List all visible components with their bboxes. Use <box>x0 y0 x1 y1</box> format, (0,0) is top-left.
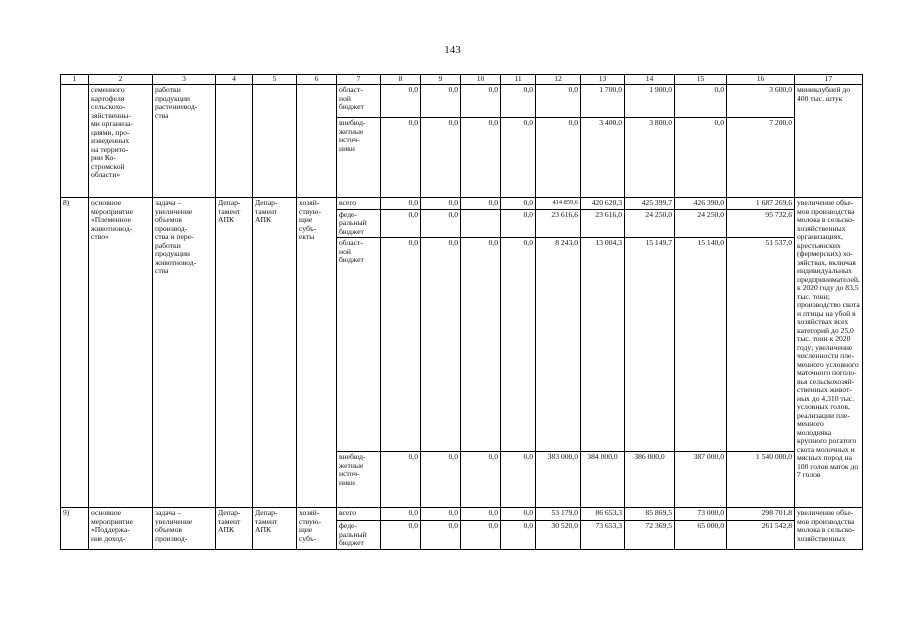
value-cell: 0,0 <box>501 521 536 550</box>
cell-line: производ- <box>155 533 188 543</box>
cell-line: област- <box>339 85 363 94</box>
cell-line: тамент <box>255 206 278 216</box>
cell-line: ральный <box>339 218 367 227</box>
cell-line: щие <box>299 525 313 534</box>
value-cell: 13 004,3 <box>581 238 625 452</box>
col-header: 1 <box>61 75 89 85</box>
cell-line: году; увеличение <box>797 342 853 352</box>
col-header: 16 <box>727 75 795 85</box>
value-cell: 0,0 <box>381 198 421 210</box>
cell-line: основное <box>91 508 122 517</box>
cell-line: источ- <box>339 135 360 144</box>
cell-line: продукции <box>155 93 190 103</box>
cell-line: 100 голов маток до <box>797 461 859 471</box>
cell-line: менного молодняка <box>797 419 832 437</box>
result-cell <box>795 198 863 508</box>
table-row <box>61 508 863 521</box>
cell-line: численности пле- <box>797 351 854 360</box>
value-cell: 23 616,6 <box>536 209 581 238</box>
value-cell: 0,0 <box>381 118 421 198</box>
source-cell <box>337 118 381 198</box>
cell-line: тамент <box>218 206 241 216</box>
value-cell: 0,0 <box>381 209 421 238</box>
source-cell <box>337 85 381 118</box>
cell-line: всего <box>339 508 357 517</box>
cell-line: и птицы на убой в <box>797 308 856 318</box>
value-cell: 23 616,0 <box>581 209 625 238</box>
cell-line: молока в сельско- <box>797 525 855 534</box>
cell-line: АПК <box>218 215 235 224</box>
cell-line: основное <box>91 198 122 207</box>
value-cell: 0,0 <box>501 85 536 118</box>
value-cell: 0,0 <box>536 85 581 118</box>
col-header: 7 <box>337 75 381 85</box>
col-header: 13 <box>581 75 625 85</box>
total-cell: 1 687 269,6 <box>727 198 795 210</box>
value-cell: 0,0 <box>421 508 461 521</box>
value-cell: 73 000,0 <box>675 508 727 521</box>
col-header: 11 <box>501 75 536 85</box>
cell-line: зяйствах, включая <box>797 257 856 267</box>
cell-line: ственных живот- <box>797 385 852 394</box>
cell-line: феде- <box>339 209 357 219</box>
value-cell: 0,0 <box>381 85 421 118</box>
value-cell: 0,0 <box>461 238 501 452</box>
cell-line: изведенных <box>91 136 130 145</box>
cell-line: ной <box>339 246 351 256</box>
header-row <box>61 75 863 85</box>
cell-line: ствую- <box>299 206 322 216</box>
cell-line: семенного <box>91 85 125 94</box>
cell-line: АПК <box>218 525 235 534</box>
value-cell: 386 000,0 <box>625 452 675 508</box>
cell-line: феде- <box>339 521 357 530</box>
participant-cell <box>297 508 337 550</box>
cell-line: к 2020 году до 83,5 <box>797 283 859 292</box>
total-cell: 95 732,6 <box>727 209 795 238</box>
cell-line: всего <box>339 198 357 207</box>
value-cell: 65 000,0 <box>675 521 727 550</box>
value-cell: 15 140,0 <box>675 238 727 452</box>
value-cell: 85 869,5 <box>625 508 675 521</box>
cell-line: внебюд- <box>339 118 366 127</box>
value-cell: 0,0 <box>421 85 461 118</box>
cell-line: объемов <box>155 215 182 224</box>
cell-line: тыс. тонн к 2020 <box>797 334 851 343</box>
value-cell: 0,0 <box>501 452 536 508</box>
value-cell: 0,0 <box>461 198 501 210</box>
value-cell: 15 149,7 <box>625 238 675 452</box>
col-header: 6 <box>297 75 337 85</box>
value-cell: 425 399,7 <box>625 198 675 210</box>
cell-line: жетные <box>339 460 364 470</box>
value-cell: 384 000,0 <box>581 452 625 508</box>
cell-line: Депар- <box>218 508 241 517</box>
cell-line: индивидуальных <box>797 266 852 275</box>
col-header: 2 <box>89 75 153 85</box>
value-cell: 3 400,0 <box>581 118 625 198</box>
col-header: 9 <box>421 75 461 85</box>
value-cell: 8 243,0 <box>536 238 581 452</box>
cell-line: ства <box>155 266 169 275</box>
value-cell: 0,0 <box>501 238 536 452</box>
cell-line: работки <box>155 85 181 94</box>
cell-line: мов производства <box>797 206 855 216</box>
cell-line: увеличение <box>155 206 193 216</box>
total-cell: 7 200,0 <box>727 118 795 198</box>
value-cell: 0,0 <box>421 521 461 550</box>
task-cell <box>153 198 216 508</box>
value-cell: 387 000,0 <box>675 452 727 508</box>
executor-cell <box>253 198 297 508</box>
cell-line: на террито- <box>91 144 129 154</box>
value-cell: 0,0 <box>461 452 501 508</box>
event-name-cell <box>89 85 153 198</box>
cell-line: тамент <box>218 516 241 526</box>
coordinator-cell <box>216 508 253 550</box>
cell-line: хозяй- <box>299 508 320 517</box>
value-cell: 0,0 <box>381 521 421 550</box>
cell-line: производ- <box>155 223 188 233</box>
value-cell: 0,0 <box>421 452 461 508</box>
result-cell <box>795 508 863 550</box>
cell-line: бюджет <box>339 226 364 236</box>
value-cell: 426 390,0 <box>675 198 727 210</box>
cell-line: жетные <box>339 126 364 136</box>
executor-cell <box>253 85 297 198</box>
cell-line: Депар- <box>255 198 278 207</box>
executor-cell <box>253 508 297 550</box>
source-cell <box>337 209 381 238</box>
task-cell <box>153 508 216 550</box>
value-cell: 1 900,0 <box>625 85 675 118</box>
value-cell: 0,0 <box>461 85 501 118</box>
value-cell: 420 620,3 <box>581 198 625 210</box>
event-name-cell <box>89 508 153 550</box>
cell-line: организациях, <box>797 232 843 241</box>
cell-line: скота молочных и <box>797 444 855 454</box>
cell-line: увеличение объе- <box>797 508 854 517</box>
cell-line: крупного рогатого <box>797 436 857 445</box>
value-cell: 73 653,3 <box>581 521 625 550</box>
value-cell: 24 250,0 <box>625 209 675 238</box>
cell-line: бюджет <box>339 102 364 111</box>
row-number-cell: 9) <box>61 508 89 550</box>
cell-line: ральный <box>339 529 367 539</box>
col-header: 3 <box>153 75 216 85</box>
cell-line: бюджет <box>339 255 364 264</box>
cell-line: 400 тыс. штук <box>797 93 843 103</box>
value-cell: 0,0 <box>536 118 581 198</box>
value-cell: 0,0 <box>461 521 501 550</box>
cell-line: объемов <box>155 525 182 534</box>
table-row <box>61 198 863 210</box>
cell-line: ных до 4,310 тыс. <box>797 393 855 403</box>
cell-line: ства и пере- <box>155 232 194 241</box>
source-cell <box>337 521 381 550</box>
table-row <box>61 85 863 118</box>
cell-line: област- <box>339 238 363 247</box>
value-cell: 0,0 <box>421 198 461 210</box>
cell-line: субъ- <box>299 223 317 233</box>
value-cell: 0,0 <box>381 238 421 452</box>
value-cell: 0,0 <box>421 118 461 198</box>
col-header: 4 <box>216 75 253 85</box>
value-cell: 414 859,6 <box>536 198 581 210</box>
cell-line: Депар- <box>218 198 241 207</box>
cell-line: сельскохо- <box>91 102 126 111</box>
col-header: 17 <box>795 75 863 85</box>
cell-line: крестьянских <box>797 240 841 250</box>
task-cell <box>153 85 216 198</box>
cell-line: «Поддержа- <box>91 525 130 534</box>
cell-line: картофеля <box>91 93 125 103</box>
row-number-cell: 8) <box>61 198 89 508</box>
value-cell: 383 000,0 <box>536 452 581 508</box>
result-cell <box>795 85 863 198</box>
cell-line: «Племенное <box>91 215 132 224</box>
value-cell: 3 800,0 <box>625 118 675 198</box>
cell-line: хозяйственных <box>797 533 846 543</box>
participant-cell <box>297 198 337 508</box>
cell-line: мясных пород на <box>797 453 852 462</box>
col-header: 14 <box>625 75 675 85</box>
value-cell: 72 369,5 <box>625 521 675 550</box>
total-cell: 3 600,0 <box>727 85 795 118</box>
cell-line: тыс. тонн; <box>797 291 830 301</box>
coordinator-cell <box>216 85 253 198</box>
coordinator-cell <box>216 198 253 508</box>
value-cell: 0,0 <box>501 118 536 198</box>
col-header: 8 <box>381 75 421 85</box>
cell-line: менного условного <box>797 359 859 369</box>
value-cell: 53 179,0 <box>536 508 581 521</box>
value-cell: 0,0 <box>675 118 727 198</box>
value-cell: 0,0 <box>501 198 536 210</box>
cell-line: категорий до 25,0 <box>797 325 854 335</box>
cell-line: внебюд- <box>339 452 366 461</box>
row-number-cell <box>61 85 89 198</box>
cell-line: мероприятие <box>91 206 133 216</box>
cell-line: зяйственны- <box>91 110 131 120</box>
source-cell <box>337 238 381 452</box>
financing-table <box>60 74 863 550</box>
cell-line: миниклубней до <box>797 85 851 94</box>
cell-line: субъ- <box>299 533 317 543</box>
cell-line: мероприятие <box>91 516 133 526</box>
cell-line: работки <box>155 240 181 250</box>
event-name-cell <box>89 198 153 508</box>
cell-line: области» <box>91 170 121 179</box>
cell-line: тамент <box>255 516 278 526</box>
value-cell: 1 700,0 <box>581 85 625 118</box>
col-header: 15 <box>675 75 727 85</box>
cell-line: хозяйствах всех <box>797 317 849 326</box>
cell-line: (фермерских) хо- <box>797 249 853 258</box>
value-cell: 0,0 <box>461 118 501 198</box>
source-cell <box>337 198 381 210</box>
value-cell: 0,0 <box>381 508 421 521</box>
cell-line: щие <box>299 215 313 224</box>
total-cell: 298 701,8 <box>727 508 795 521</box>
cell-line: условных голов, <box>797 402 850 411</box>
value-cell: 0,0 <box>501 209 536 238</box>
cell-line: увеличение объе- <box>797 198 854 207</box>
total-cell: 51 537,0 <box>727 238 795 452</box>
source-cell <box>337 508 381 521</box>
cell-line: производство скота <box>797 300 860 309</box>
cell-line: ники <box>339 143 355 153</box>
cell-line: хозяй- <box>299 198 320 207</box>
total-cell: 1 540 000,0 <box>727 452 795 508</box>
cell-line: хозяйственных <box>797 223 846 233</box>
source-cell <box>337 452 381 508</box>
cell-line: ники <box>339 477 355 487</box>
total-cell: 261 542,8 <box>727 521 795 550</box>
col-header: 10 <box>461 75 501 85</box>
cell-line: стромской <box>91 161 125 171</box>
cell-line: бюджет <box>339 538 364 547</box>
value-cell: 0,0 <box>421 238 461 452</box>
value-cell: 0,0 <box>461 508 501 521</box>
cell-line: АПК <box>255 215 272 224</box>
cell-line: молока в сельско- <box>797 215 855 224</box>
value-cell: 0,0 <box>675 85 727 118</box>
cell-line: маточного поголо- <box>797 368 857 377</box>
col-header: 12 <box>536 75 581 85</box>
cell-line: предпринимателей, <box>797 274 860 284</box>
cell-line: ства <box>155 110 169 120</box>
cell-line: животновод- <box>91 223 133 233</box>
cell-line: екты <box>299 232 315 241</box>
cell-line: ной <box>339 93 351 103</box>
value-cell: 24 250,0 <box>675 209 727 238</box>
value-cell: 30 520,0 <box>536 521 581 550</box>
cell-line: вья сельскохозяй- <box>797 376 855 386</box>
cell-line: источ- <box>339 469 360 478</box>
cell-line: ствую- <box>299 516 322 526</box>
value-cell: 0,0 <box>381 452 421 508</box>
cell-line: АПК <box>255 525 272 534</box>
cell-line: реализации пле- <box>797 410 850 420</box>
cell-line: Депар- <box>255 508 278 517</box>
cell-line: 7 голов <box>797 470 821 479</box>
cell-line: рии Ко- <box>91 153 116 162</box>
value-cell: 0,0 <box>421 209 461 238</box>
cell-line: ние доход- <box>91 533 126 543</box>
value-cell: 86 653,3 <box>581 508 625 521</box>
participant-cell <box>297 85 337 198</box>
cell-line: продукции <box>155 249 190 258</box>
page-number: 143 <box>444 44 461 56</box>
value-cell: 0,0 <box>501 508 536 521</box>
cell-line: мов производства <box>797 516 855 526</box>
cell-line: задача – <box>155 198 182 207</box>
cell-line: циями, про- <box>91 127 130 137</box>
cell-line: растениевод- <box>155 102 198 111</box>
cell-line: ми организа- <box>91 119 133 128</box>
col-header: 5 <box>253 75 297 85</box>
cell-line: ство» <box>91 232 109 241</box>
cell-line: увеличение <box>155 516 193 526</box>
cell-line: животновод- <box>155 257 197 267</box>
cell-line: задача – <box>155 508 182 517</box>
value-cell <box>461 209 501 238</box>
